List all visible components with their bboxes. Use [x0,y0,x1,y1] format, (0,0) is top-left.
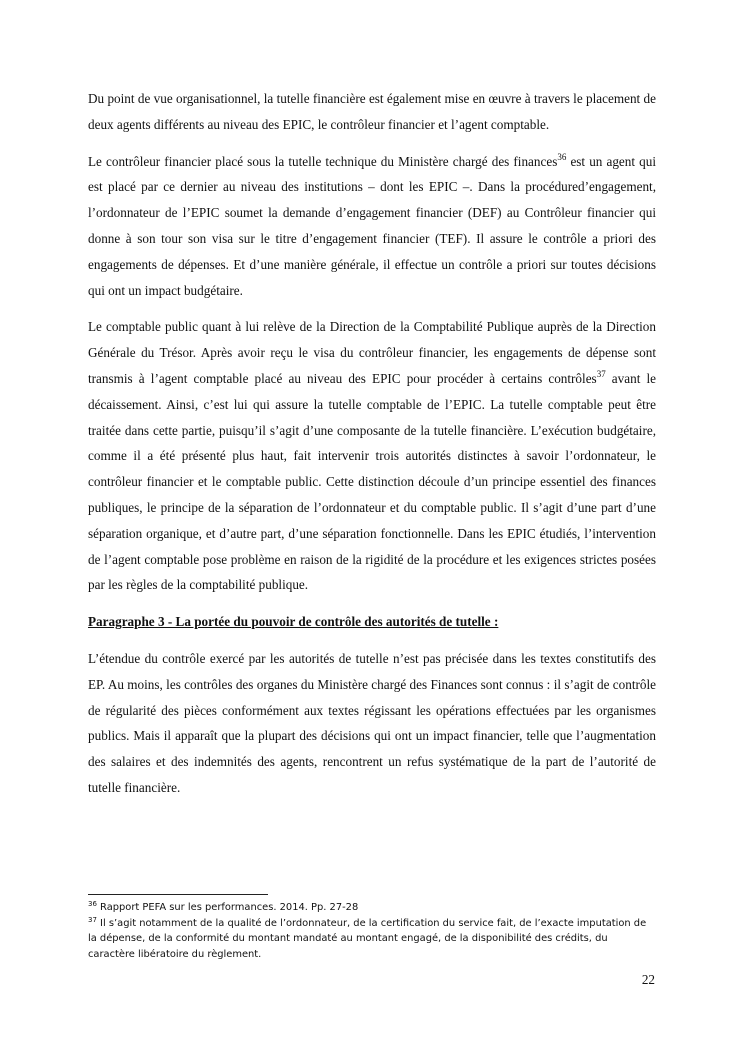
paragraph-comptable-public [88,314,656,598]
footnote-ref-36[interactable]: 36 [557,151,567,162]
footnote-number: 36 [88,900,97,908]
paragraph-etendue-controle [88,646,656,801]
paragraph-text: est un agent qui est placé par ce dernier au niveau des institutions – dont les EPIC –. Dans la procédured’engagement, l’ordonnateur de l’EPIC soumet la demande d’engagement financier (DEF) au Contrôleur financier qui donne à son tour son visa sur le titre d’engagement financier (TEF). Il assure le contrôle a priori des engagements de dépenses. Et d’une manière générale, il effectue un contrôle a priori sur toutes décisions qui ont un impact budgétaire. [88,153,656,298]
footnote-ref-37[interactable]: 37 [596,368,606,379]
paragraph-tutelle-organisation [88,86,656,138]
footnote-37 [88,916,656,963]
section-heading: Paragraphe 3 - La portée du pouvoir de contrôle des autorités de tutelle : [88,614,499,630]
paragraph-text: avant le décaissement. Ainsi, c’est lui qui assure la tutelle comptable de l’EPIC. La tutelle comptable peut être traitée dans cette partie, puisqu’il s’agit d’une composante de la tutelle financière. L’exécution budgétaire, comme il a été présenté plus haut, fait intervenir trois autorités distinctes à savoir l’ordonnateur, le contrôleur financier et le comptable public. Cette distinction découle d’un principe essentiel des finances publiques, le principe de la séparation de l’ordonnateur et du comptable public. Il s’agit d’une part d’une séparation organique, et d’autre part, d’une séparation fonctionnelle. Dans les EPIC étudiés, l’intervention de l’agent comptable pose problème en raison de la rigidité de la procédure et les exigences strictes posées par les règles de la comptabilité publique. [88,370,656,593]
footnote-36 [88,900,656,916]
page-number: 22 [641,972,655,987]
footnotes [88,894,656,962]
footnote-number: 37 [88,915,97,924]
paragraph-text: L’étendue du contrôle exercé par les autorités de tutelle n’est pas précisée dans les textes constitutifs des EP. Au moins, les contrôles des organes du Ministère chargé des Finances sont connus : il s’agit de contrôle de régularité des pièces conformément aux textes régissant les opérations effectuées par les organismes publics. Mais il apparaît que la plupart des décisions qui ont un impact financier, telle que l’augmentation des salaires et des indemnités des agents, rencontrent un refus systématique de la part de l’autorité de tutelle financière. [88,650,656,795]
footnote-text: Il s’agit notamment de la qualité de l’ordonnateur, de la certification du service fait, de l’exacte imputation de la dépense, de la conformité du montant mandaté au montant engagé, de la disponibilité des crédits, du caractère libératoire du règlement. [88,917,647,960]
body-text [88,86,656,812]
paragraph-text: Du point de vue organisationnel, la tutelle financière est également mise en œuvre à travers le placement de deux agents différents au niveau des EPIC, le contrôleur financier et l’agent comptable. [88,91,656,132]
paragraph-controleur-financier [88,149,656,304]
footnote-text: Rapport PEFA sur les performances. 2014. Pp. 27-28 [96,902,359,913]
footnote-divider [88,894,268,895]
paragraph-text: Le comptable public quant à lui relève de la Direction de la Comptabilité Publique auprès de la Direction Générale du Trésor. Après avoir reçu le visa du contrôleur financier, les engagements de dépense sont transmis à l’agent comptable placé au niveau des EPIC pour procéder à certains contrôles [88,319,656,386]
paragraph-text: Le contrôleur financier placé sous la tutelle technique du Ministère chargé des finances [88,153,558,169]
